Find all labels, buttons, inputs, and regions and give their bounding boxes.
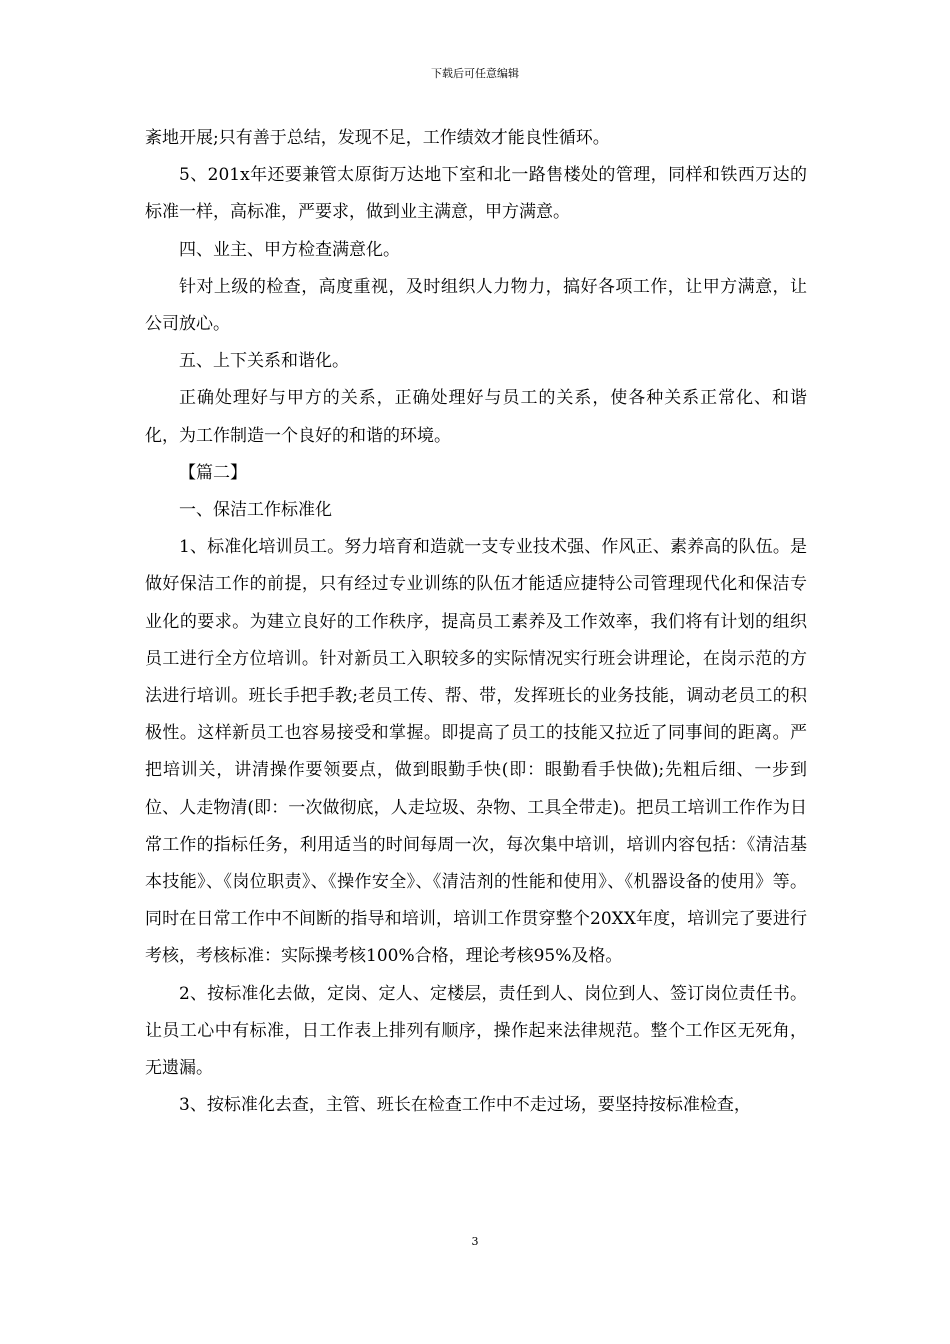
section-heading: 四、业主、甲方检查满意化。 [179,239,400,260]
paragraph: 紊地开展;只有善于总结，发现不足，工作绩效才能良性循环。 [145,128,610,148]
page-number: 3 [471,1235,479,1248]
paragraph: 5、201x年还要兼管太原街万达地下室和北一路售楼处的管理，同样和铁西万达的标准一样，高标准，严要求，做到业主满意，甲方满意。 [145,165,807,223]
paragraph: 1、标准化培训员工。努力培育和造就一支专业技术强、作风正、素养高的队伍。是做好保洁工作的前提，只有经过专业训练的队伍才能适应捷特公司管理现代化和保洁专业化的要求。为建立良好的工作秩序，提高员工素养及工作效率，我们将有计划的组织员工进行全方位培训。针对新员工入职较多的实际情况实行班会讲理论，在岗示范的方法进行培训。班长手把手教;老员工传、帮、带，发挥班长的业务技能，调动老员工的积极性。这样新员工也容易接受和掌握。即提高了员工的技能又拉近了同事间的距离。严把培训关，讲清操作要领要点，做到眼勤手快(即：眼勤看手快做);先粗后细、一步到位、人走物清(即：一次做彻底，人走垃圾、杂物、工具全带走)。把员工培训工作作为日常工作的指标任务，利用适当的时间每周一次，每次集中培训，培训内容包括：《清洁基本技能》、《岗位职责》、《操作安全》、《清洁剂的性能和使用》、《机器设备的使用》等。同时在日常工作中不间断的指导和培训，培训工作贯穿整个20XX年度，培训完了要进行考核，考核标准：实际操考核100%合格，理论考核95%及格。 [145,537,807,967]
paragraph: 针对上级的检查，高度重视，及时组织人力物力，搞好各项工作，让甲方满意，让公司放心。 [145,276,807,335]
paragraph: 正确处理好与甲方的关系，正确处理好与员工的关系，使各种关系正常化、和谐化，为工作制造一个良好的和谐的环境。 [145,388,807,446]
section-heading: 五、上下关系和谐化。 [179,351,349,372]
chapter-heading: 【篇二】 [179,462,247,483]
document-body [145,120,807,1124]
page-header: 下载后可任意编辑 [431,67,519,80]
paragraph: 3、按标准化去查，主管、班长在检查工作中不走过场，要坚持按标准检查， [179,1095,751,1116]
section-heading: 一、保洁工作标准化 [179,500,332,521]
paragraph: 2、按标准化去做，定岗、定人、定楼层，责任到人、岗位到人、签订岗位责任书。让员工心中有标准，日工作表上排列有顺序，操作起来法律规范。整个工作区无死角，无遗漏。 [145,983,807,1079]
